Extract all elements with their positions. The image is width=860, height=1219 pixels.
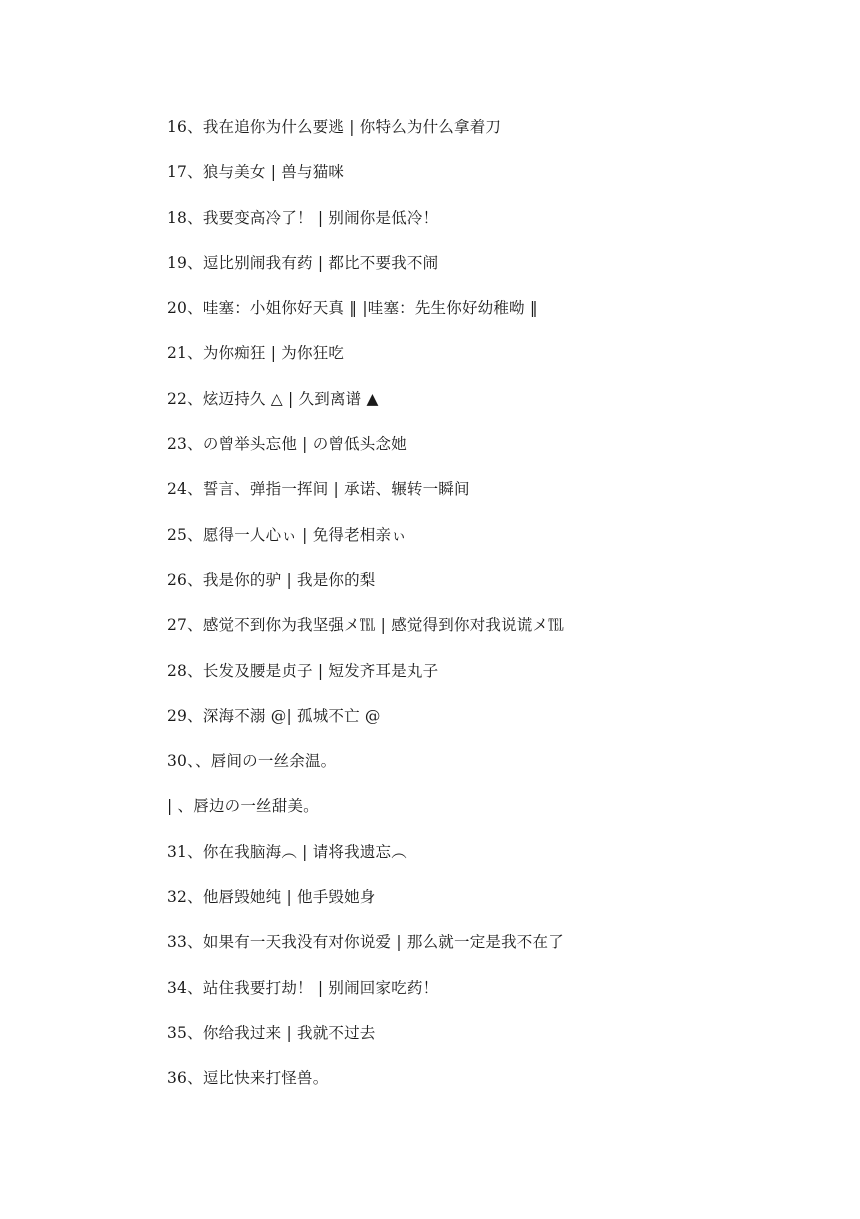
text-line: 16、我在追你为什么要逃 | 你特么为什么拿着刀 — [167, 118, 502, 136]
text-line: 27、感觉不到你为我坚强メ℡ | 感觉得到你对我说谎メ℡ — [167, 616, 564, 635]
text-line: 36、逗比快来打怪兽。 — [167, 1069, 329, 1088]
text-lines — [167, 115, 827, 1112]
text-line: 22、炫迈持久 △ | 久到离谱 ▲ — [167, 389, 379, 408]
text-line: 28、长发及腰是贞子 | 短发齐耳是丸子 — [167, 661, 439, 680]
text-line: 32、他唇毁她纯 | 他手毁她身 — [167, 888, 376, 907]
text-line: 21、为你痴狂 | 为你狂吃 — [167, 344, 345, 363]
text-line: 23、の曾举头忘他 | の曾低头念她 — [167, 435, 407, 454]
text-line: 24、誓言、弹指一挥间 | 承诺、辗转一瞬间 — [167, 480, 470, 499]
text-line: | 、唇边の一丝甜美。 — [167, 797, 319, 816]
text-line: 31、你在我脑海︵ | 请将我遗忘︵ — [167, 842, 407, 861]
text-line: 29、深海不溺 @| 孤城不亡 @ — [167, 706, 381, 725]
text-line: 17、狼与美女 | 兽与猫咪 — [167, 163, 345, 182]
text-line: 26、我是你的驴 | 我是你的梨 — [167, 570, 376, 589]
text-line: 19、逗比别闹我有药 | 都比不要我不闹 — [167, 253, 439, 272]
text-line: 30、、唇间の一丝余温。 — [167, 752, 337, 771]
text-line: 34、站住我要打劫！ | 别闹回家吃药！ — [167, 978, 439, 997]
text-line: 20、哇塞：小姐你好天真 ‖ |哇塞：先生你好幼稚呦 ‖ — [167, 299, 538, 318]
text-line: 35、你给我过来 | 我就不过去 — [167, 1023, 376, 1042]
text-line: 18、我要变高冷了！ | 别闹你是低冷！ — [167, 208, 439, 227]
text-line: 25、愿得一人心ぃ | 免得老相亲ぃ — [167, 525, 407, 544]
text-line: 33、如果有一天我没有对你说爱 | 那么就一定是我不在了 — [167, 933, 564, 952]
